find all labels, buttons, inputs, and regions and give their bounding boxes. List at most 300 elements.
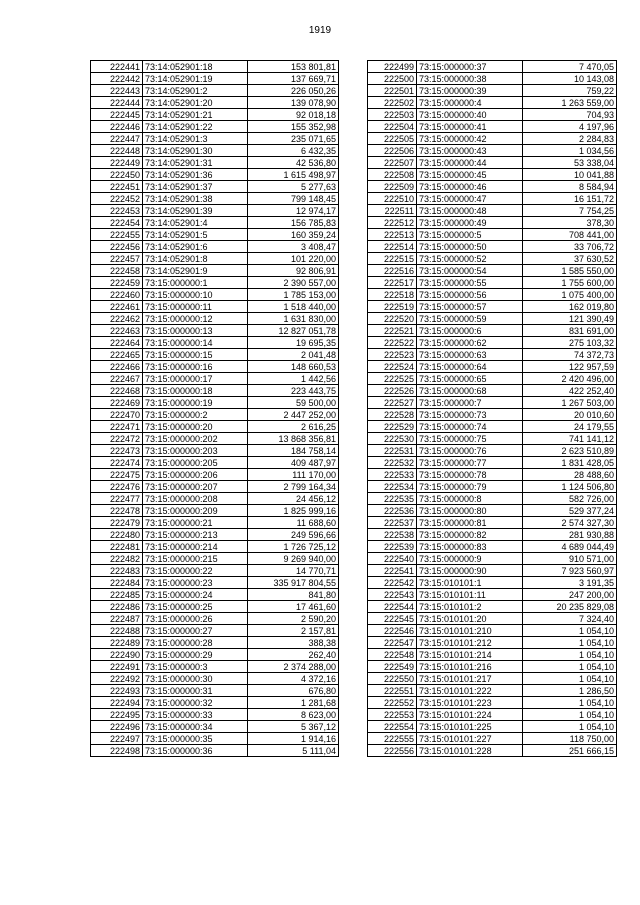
table-row	[91, 745, 339, 757]
row-number-cell: 222548	[368, 649, 417, 661]
table-row	[368, 229, 617, 241]
row-number-cell: 222553	[368, 709, 417, 721]
value-cell: 153 801,81	[248, 61, 339, 73]
row-number-cell: 222514	[368, 241, 417, 253]
row-number-cell: 222476	[91, 481, 143, 493]
cadastral-number-cell: 73:15:000000:205	[143, 457, 248, 469]
table-row	[368, 337, 617, 349]
cadastral-number-cell: 73:15:000000:15	[143, 349, 248, 361]
value-cell: 2 447 252,00	[248, 409, 339, 421]
cadastral-number-cell: 73:15:000000:209	[143, 505, 248, 517]
cadastral-number-cell: 73:15:000000:40	[417, 109, 523, 121]
table-row	[91, 277, 339, 289]
value-cell: 704,93	[523, 109, 617, 121]
row-number-cell: 222444	[91, 97, 143, 109]
row-number-cell: 222493	[91, 685, 143, 697]
table-row	[91, 229, 339, 241]
table-row	[91, 637, 339, 649]
row-number-cell: 222521	[368, 325, 417, 337]
table-row	[368, 577, 617, 589]
row-number-cell: 222467	[91, 373, 143, 385]
value-cell: 582 726,00	[523, 493, 617, 505]
table-row	[368, 193, 617, 205]
cadastral-number-cell: 73:14:052901:36	[143, 169, 248, 181]
table-row	[368, 565, 617, 577]
cadastral-number-cell: 73:14:052901:2	[143, 85, 248, 97]
row-number-cell: 222502	[368, 97, 417, 109]
cadastral-number-cell: 73:15:000000:202	[143, 433, 248, 445]
row-number-cell: 222529	[368, 421, 417, 433]
value-cell: 281 930,88	[523, 529, 617, 541]
cadastral-number-cell: 73:15:000000:42	[417, 133, 523, 145]
cadastral-number-cell: 73:15:000000:62	[417, 337, 523, 349]
value-cell: 1 054,10	[523, 721, 617, 733]
value-cell: 409 487,97	[248, 457, 339, 469]
row-number-cell: 222482	[91, 553, 143, 565]
value-cell: 92 018,18	[248, 109, 339, 121]
value-cell: 122 957,59	[523, 361, 617, 373]
row-number-cell: 222450	[91, 169, 143, 181]
cadastral-number-cell: 73:15:000000:38	[417, 73, 523, 85]
cadastral-number-cell: 73:14:052901:22	[143, 121, 248, 133]
row-number-cell: 222464	[91, 337, 143, 349]
value-cell: 53 338,04	[523, 157, 617, 169]
row-number-cell: 222485	[91, 589, 143, 601]
row-number-cell: 222446	[91, 121, 143, 133]
table-row	[91, 73, 339, 85]
cadastral-number-cell: 73:14:052901:3	[143, 133, 248, 145]
table-row	[368, 121, 617, 133]
cadastral-number-cell: 73:15:000000:48	[417, 205, 523, 217]
cadastral-number-cell: 73:15:000000:25	[143, 601, 248, 613]
cadastral-number-cell: 73:14:052901:21	[143, 109, 248, 121]
value-cell: 2 041,48	[248, 349, 339, 361]
value-cell: 1 726 725,12	[248, 541, 339, 553]
value-cell: 1 263 559,00	[523, 97, 617, 109]
table-row	[368, 277, 617, 289]
value-cell: 1 631 830,00	[248, 313, 339, 325]
row-number-cell: 222549	[368, 661, 417, 673]
table-row	[368, 85, 617, 97]
value-cell: 28 488,60	[523, 469, 617, 481]
row-number-cell: 222506	[368, 145, 417, 157]
row-number-cell: 222509	[368, 181, 417, 193]
table-row	[368, 289, 617, 301]
table-row	[91, 133, 339, 145]
value-cell: 2 590,20	[248, 613, 339, 625]
table-row	[368, 205, 617, 217]
value-cell: 11 688,60	[248, 517, 339, 529]
row-number-cell: 222532	[368, 457, 417, 469]
value-cell: 24 456,12	[248, 493, 339, 505]
value-cell: 2 284,83	[523, 133, 617, 145]
cadastral-number-cell: 73:15:010101:210	[417, 625, 523, 637]
value-cell: 8 623,00	[248, 709, 339, 721]
table-row	[91, 421, 339, 433]
row-number-cell: 222540	[368, 553, 417, 565]
row-number-cell: 222498	[91, 745, 143, 757]
table-row	[91, 517, 339, 529]
table-row	[368, 169, 617, 181]
cadastral-number-cell: 73:15:010101:212	[417, 637, 523, 649]
table-row	[91, 589, 339, 601]
cadastral-number-cell: 73:15:000000:82	[417, 529, 523, 541]
table-row	[368, 241, 617, 253]
value-cell: 2 420 496,00	[523, 373, 617, 385]
row-number-cell: 222555	[368, 733, 417, 745]
cadastral-number-cell: 73:15:000000:17	[143, 373, 248, 385]
cadastral-number-cell: 73:15:010101:223	[417, 697, 523, 709]
register-table-left	[90, 60, 339, 757]
value-cell: 16 151,72	[523, 193, 617, 205]
table-row	[91, 469, 339, 481]
cadastral-number-cell: 73:15:000000:23	[143, 577, 248, 589]
table-row	[368, 421, 617, 433]
value-cell: 275 103,32	[523, 337, 617, 349]
row-number-cell: 222524	[368, 361, 417, 373]
row-number-cell: 222484	[91, 577, 143, 589]
row-number-cell: 222535	[368, 493, 417, 505]
value-cell: 2 799 164,34	[248, 481, 339, 493]
cadastral-number-cell: 73:15:000000:7	[417, 397, 523, 409]
row-number-cell: 222465	[91, 349, 143, 361]
table-row	[368, 529, 617, 541]
value-cell: 7 470,05	[523, 61, 617, 73]
value-cell: 155 352,98	[248, 121, 339, 133]
value-cell: 37 630,52	[523, 253, 617, 265]
cadastral-number-cell: 73:15:000000:14	[143, 337, 248, 349]
cadastral-number-cell: 73:15:010101:2	[417, 601, 523, 613]
cadastral-number-cell: 73:14:052901:9	[143, 265, 248, 277]
value-cell: 1 914,16	[248, 733, 339, 745]
row-number-cell: 222495	[91, 709, 143, 721]
table-row	[91, 193, 339, 205]
row-number-cell: 222443	[91, 85, 143, 97]
cadastral-number-cell: 73:15:000000:80	[417, 505, 523, 517]
cadastral-number-cell: 73:15:000000:59	[417, 313, 523, 325]
table-row	[91, 565, 339, 577]
table-row	[91, 169, 339, 181]
row-number-cell: 222544	[368, 601, 417, 613]
value-cell: 13 868 356,81	[248, 433, 339, 445]
cadastral-number-cell: 73:15:010101:227	[417, 733, 523, 745]
cadastral-number-cell: 73:15:010101:1	[417, 577, 523, 589]
row-number-cell: 222494	[91, 697, 143, 709]
row-number-cell: 222457	[91, 253, 143, 265]
row-number-cell: 222556	[368, 745, 417, 757]
value-cell: 251 666,15	[523, 745, 617, 757]
cadastral-number-cell: 73:15:000000:3	[143, 661, 248, 673]
value-cell: 422 252,40	[523, 385, 617, 397]
table-row	[368, 661, 617, 673]
table-row	[368, 733, 617, 745]
value-cell: 9 269 940,00	[248, 553, 339, 565]
cadastral-number-cell: 73:15:000000:57	[417, 301, 523, 313]
cadastral-number-cell: 73:15:010101:214	[417, 649, 523, 661]
value-cell: 1 054,10	[523, 637, 617, 649]
row-number-cell: 222451	[91, 181, 143, 193]
row-number-cell: 222525	[368, 373, 417, 385]
table-row	[368, 349, 617, 361]
row-number-cell: 222539	[368, 541, 417, 553]
cadastral-number-cell: 73:15:000000:18	[143, 385, 248, 397]
table-row	[91, 373, 339, 385]
cadastral-number-cell: 73:15:000000:74	[417, 421, 523, 433]
table-row	[368, 601, 617, 613]
row-number-cell: 222542	[368, 577, 417, 589]
value-cell: 121 390,49	[523, 313, 617, 325]
value-cell: 33 706,72	[523, 241, 617, 253]
row-number-cell: 222527	[368, 397, 417, 409]
table-row	[91, 181, 339, 193]
value-cell: 910 571,00	[523, 553, 617, 565]
value-cell: 1 442,56	[248, 373, 339, 385]
row-number-cell: 222477	[91, 493, 143, 505]
table-row	[91, 313, 339, 325]
cadastral-number-cell: 73:15:000000:75	[417, 433, 523, 445]
table-row	[91, 409, 339, 421]
row-number-cell: 222541	[368, 565, 417, 577]
value-cell: 1 785 153,00	[248, 289, 339, 301]
row-number-cell: 222468	[91, 385, 143, 397]
cadastral-number-cell: 73:15:000000:8	[417, 493, 523, 505]
cadastral-number-cell: 73:15:000000:203	[143, 445, 248, 457]
table-row	[91, 337, 339, 349]
table-row	[368, 721, 617, 733]
cadastral-number-cell: 73:15:000000:37	[417, 61, 523, 73]
cadastral-number-cell: 73:15:000000:78	[417, 469, 523, 481]
table-row	[368, 253, 617, 265]
table-row	[91, 433, 339, 445]
table-row	[91, 493, 339, 505]
cadastral-number-cell: 73:15:000000:73	[417, 409, 523, 421]
cadastral-number-cell: 73:15:000000:29	[143, 649, 248, 661]
table-row	[368, 373, 617, 385]
row-number-cell: 222520	[368, 313, 417, 325]
value-cell: 2 157,81	[248, 625, 339, 637]
table-row	[91, 385, 339, 397]
cadastral-number-cell: 73:15:010101:225	[417, 721, 523, 733]
value-cell: 4 197,96	[523, 121, 617, 133]
table-row	[368, 361, 617, 373]
cadastral-number-cell: 73:15:000000:83	[417, 541, 523, 553]
value-cell: 388,38	[248, 637, 339, 649]
value-cell: 223 443,75	[248, 385, 339, 397]
row-number-cell: 222474	[91, 457, 143, 469]
value-cell: 529 377,24	[523, 505, 617, 517]
cadastral-number-cell: 73:15:000000:65	[417, 373, 523, 385]
row-number-cell: 222491	[91, 661, 143, 673]
table-row	[91, 721, 339, 733]
table-row	[91, 157, 339, 169]
value-cell: 3 191,35	[523, 577, 617, 589]
value-cell: 20 010,60	[523, 409, 617, 421]
cadastral-number-cell: 73:15:000000:79	[417, 481, 523, 493]
row-number-cell: 222512	[368, 217, 417, 229]
value-cell: 1 286,50	[523, 685, 617, 697]
row-number-cell: 222552	[368, 697, 417, 709]
value-cell: 20 235 829,08	[523, 601, 617, 613]
value-cell: 1 267 503,00	[523, 397, 617, 409]
row-number-cell: 222460	[91, 289, 143, 301]
table-row	[91, 673, 339, 685]
cadastral-number-cell: 73:14:052901:37	[143, 181, 248, 193]
cadastral-number-cell: 73:15:000000:11	[143, 301, 248, 313]
value-cell: 24 179,55	[523, 421, 617, 433]
table-row	[91, 529, 339, 541]
cadastral-number-cell: 73:14:052901:20	[143, 97, 248, 109]
row-number-cell: 222487	[91, 613, 143, 625]
table-row	[368, 433, 617, 445]
table-row	[91, 397, 339, 409]
value-cell: 3 408,47	[248, 241, 339, 253]
value-cell: 1 075 400,00	[523, 289, 617, 301]
row-number-cell: 222505	[368, 133, 417, 145]
table-row	[368, 637, 617, 649]
row-number-cell: 222550	[368, 673, 417, 685]
cadastral-number-cell: 73:15:000000:6	[417, 325, 523, 337]
table-row	[91, 349, 339, 361]
value-cell: 101 220,00	[248, 253, 339, 265]
value-cell: 12 974,17	[248, 205, 339, 217]
table-row	[91, 205, 339, 217]
cadastral-number-cell: 73:14:052901:8	[143, 253, 248, 265]
value-cell: 226 050,26	[248, 85, 339, 97]
row-number-cell: 222473	[91, 445, 143, 457]
value-cell: 1 755 600,00	[523, 277, 617, 289]
cadastral-number-cell: 73:15:000000:45	[417, 169, 523, 181]
value-cell: 7 754,25	[523, 205, 617, 217]
cadastral-number-cell: 73:14:052901:6	[143, 241, 248, 253]
cadastral-number-cell: 73:15:000000:206	[143, 469, 248, 481]
cadastral-number-cell: 73:14:052901:18	[143, 61, 248, 73]
table-row	[368, 709, 617, 721]
value-cell: 17 461,60	[248, 601, 339, 613]
cadastral-number-cell: 73:15:000000:31	[143, 685, 248, 697]
cadastral-number-cell: 73:14:052901:19	[143, 73, 248, 85]
value-cell: 59 500,00	[248, 397, 339, 409]
cadastral-number-cell: 73:14:052901:4	[143, 217, 248, 229]
value-cell: 378,30	[523, 217, 617, 229]
value-cell: 10 041,88	[523, 169, 617, 181]
table-row	[368, 493, 617, 505]
cadastral-number-cell: 73:15:000000:2	[143, 409, 248, 421]
row-number-cell: 222526	[368, 385, 417, 397]
row-number-cell: 222458	[91, 265, 143, 277]
row-number-cell: 222522	[368, 337, 417, 349]
table-row	[368, 73, 617, 85]
value-cell: 1 054,10	[523, 673, 617, 685]
row-number-cell: 222442	[91, 73, 143, 85]
value-cell: 1 054,10	[523, 709, 617, 721]
row-number-cell: 222496	[91, 721, 143, 733]
row-number-cell: 222538	[368, 529, 417, 541]
value-cell: 5 277,63	[248, 181, 339, 193]
table-row	[368, 517, 617, 529]
row-number-cell: 222546	[368, 625, 417, 637]
table-row	[368, 61, 617, 73]
cadastral-number-cell: 73:15:000000:208	[143, 493, 248, 505]
table-row	[91, 109, 339, 121]
cadastral-number-cell: 73:15:000000:39	[417, 85, 523, 97]
table-row	[368, 745, 617, 757]
cadastral-number-cell: 73:15:010101:222	[417, 685, 523, 697]
value-cell: 139 078,90	[248, 97, 339, 109]
row-number-cell: 222456	[91, 241, 143, 253]
table-row	[368, 313, 617, 325]
table-row	[368, 457, 617, 469]
cadastral-number-cell: 73:15:000000:4	[417, 97, 523, 109]
table-row	[91, 265, 339, 277]
cadastral-number-cell: 73:15:000000:41	[417, 121, 523, 133]
value-cell: 1 124 506,80	[523, 481, 617, 493]
value-cell: 162 019,80	[523, 301, 617, 313]
cadastral-number-cell: 73:15:000000:77	[417, 457, 523, 469]
value-cell: 741 141,12	[523, 433, 617, 445]
table-row	[91, 325, 339, 337]
cadastral-number-cell: 73:15:000000:1	[143, 277, 248, 289]
table-row	[91, 145, 339, 157]
table-row	[368, 97, 617, 109]
table-row	[368, 649, 617, 661]
table-row	[91, 733, 339, 745]
value-cell: 5 111,04	[248, 745, 339, 757]
table-row	[368, 409, 617, 421]
cadastral-number-cell: 73:14:052901:39	[143, 205, 248, 217]
table-row	[91, 553, 339, 565]
cadastral-number-cell: 73:15:000000:68	[417, 385, 523, 397]
table-row	[368, 505, 617, 517]
table-row	[91, 217, 339, 229]
row-number-cell: 222503	[368, 109, 417, 121]
cadastral-number-cell: 73:15:000000:54	[417, 265, 523, 277]
cadastral-number-cell: 73:15:010101:224	[417, 709, 523, 721]
table-row	[368, 589, 617, 601]
table-row	[91, 625, 339, 637]
table-row	[368, 385, 617, 397]
value-cell: 7 324,40	[523, 613, 617, 625]
cadastral-number-cell: 73:15:000000:19	[143, 397, 248, 409]
row-number-cell: 222483	[91, 565, 143, 577]
cadastral-number-cell: 73:15:000000:5	[417, 229, 523, 241]
cadastral-number-cell: 73:15:000000:20	[143, 421, 248, 433]
table-row	[368, 685, 617, 697]
row-number-cell: 222478	[91, 505, 143, 517]
value-cell: 6 432,35	[248, 145, 339, 157]
row-number-cell: 222452	[91, 193, 143, 205]
cadastral-number-cell: 73:15:000000:33	[143, 709, 248, 721]
value-cell: 676,80	[248, 685, 339, 697]
row-number-cell: 222447	[91, 133, 143, 145]
table-row	[91, 685, 339, 697]
value-cell: 1 615 498,97	[248, 169, 339, 181]
row-number-cell: 222507	[368, 157, 417, 169]
cadastral-number-cell: 73:15:000000:55	[417, 277, 523, 289]
table-row	[368, 217, 617, 229]
cadastral-number-cell: 73:14:052901:5	[143, 229, 248, 241]
row-number-cell: 222536	[368, 505, 417, 517]
row-number-cell: 222449	[91, 157, 143, 169]
value-cell: 19 695,35	[248, 337, 339, 349]
table-row	[91, 601, 339, 613]
row-number-cell: 222469	[91, 397, 143, 409]
row-number-cell: 222497	[91, 733, 143, 745]
cadastral-number-cell: 73:15:000000:26	[143, 613, 248, 625]
row-number-cell: 222448	[91, 145, 143, 157]
cadastral-number-cell: 73:15:000000:32	[143, 697, 248, 709]
row-number-cell: 222554	[368, 721, 417, 733]
cadastral-number-cell: 73:15:000000:24	[143, 589, 248, 601]
